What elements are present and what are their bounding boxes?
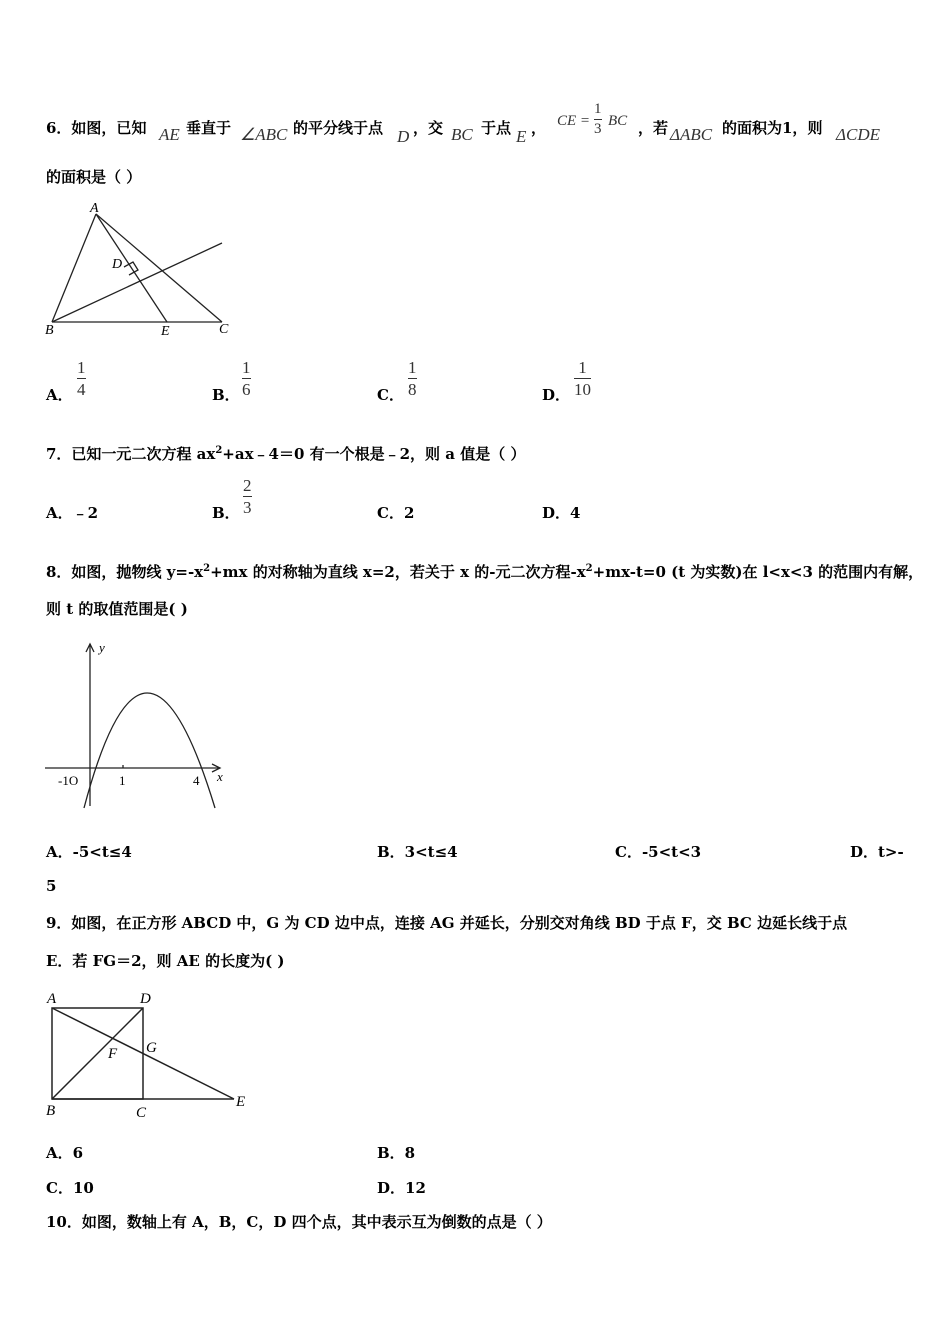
q6-option-a-den: 4: [77, 380, 86, 399]
q6-label-a: A: [90, 201, 99, 216]
q6-tri-abc: ΔABC: [670, 125, 713, 144]
q6-ce-den: 3: [594, 121, 602, 137]
q6-yudian: 于点: [481, 119, 512, 137]
q6-ruo: ，若: [638, 119, 669, 137]
q6-option-d-num: 1: [578, 358, 587, 377]
q8-line1: [46, 561, 923, 582]
q8-option-c: C．-5<t<3: [615, 843, 702, 861]
q6-label-c: C: [219, 322, 229, 337]
q8-line2: 则 t 的取值范围是( ): [46, 600, 188, 618]
q9-square-figure: [40, 986, 255, 1121]
q7-text-a: 7．已知一元二次方程 ax: [46, 445, 216, 463]
segment-bd-extended: [52, 243, 222, 322]
q10-stem: 10．如图，数轴上有 A，B，C，D 四个点，其中表示互为倒数的点是（ ）: [46, 1213, 552, 1231]
q6-option-b-fraction: [242, 358, 251, 399]
q6-ce-bc: BC: [608, 113, 628, 129]
q6-option-d-letter: D．: [542, 386, 571, 404]
q8-line1-a: 8．如图，抛物线 y=-x: [46, 563, 204, 581]
segment-ab: [52, 214, 96, 322]
q8-line1-b: +mx 的对称轴为直线 x=2，若关于 x 的-元二次方程-x: [210, 563, 586, 581]
q7-option-d: D．4: [542, 504, 581, 522]
q7-option-c: C．2: [377, 504, 415, 522]
q6-option-c-fraction: [408, 358, 417, 399]
q6-angle: ∠ABC: [240, 125, 288, 144]
q9-label-a: A: [47, 991, 57, 1007]
q7-option-b-letter: B．: [212, 504, 240, 522]
q6-ae: AE: [159, 125, 180, 144]
q7-option-a: A．﹣2: [46, 504, 99, 522]
segment-ae: [96, 214, 167, 322]
q6-triangle-figure: [40, 198, 250, 340]
q8-parabola-figure: [40, 636, 240, 811]
fraction-bar: [574, 378, 591, 379]
q8-label-origin: -1O: [58, 773, 79, 788]
q6-point-e: E: [516, 127, 527, 146]
q9-label-g: G: [146, 1040, 157, 1056]
diagonal-bd: [52, 1008, 143, 1099]
q6-label-d: D: [112, 257, 123, 272]
q8-label-x: x: [217, 769, 223, 784]
q7-option-b-den: 3: [243, 498, 252, 517]
q6-prefix: 6．如图，已知: [46, 119, 147, 137]
q6-option-d-fraction: [574, 358, 591, 399]
q6-option-a-fraction: [77, 358, 86, 399]
q9-label-f: F: [108, 1046, 118, 1062]
q6-label-b: B: [45, 323, 54, 338]
parabola-curve: [84, 693, 215, 808]
q8-option-d: D．t>-: [850, 843, 904, 861]
q8-label-1: 1: [119, 773, 126, 788]
q9-label-e: E: [236, 1094, 246, 1110]
q6-jiao: ，交: [413, 119, 444, 137]
q8-option-d-cont: 5: [46, 877, 57, 895]
q6-option-b-letter: B．: [212, 386, 240, 404]
q6-bisector: 的平分线于点: [293, 119, 384, 137]
q8-option-a: A．-5<t≤4: [46, 843, 132, 861]
q6-comma: ，: [531, 119, 547, 137]
q6-point-d: D: [397, 127, 410, 146]
q8-sup-2: 2: [585, 563, 593, 574]
q6-bc: BC: [451, 125, 473, 144]
q9-label-b: B: [46, 1103, 56, 1119]
q6-option-c-num: 1: [408, 358, 417, 377]
q6-perp: 垂直于: [186, 119, 232, 137]
q6-option-d-den: 10: [574, 380, 591, 399]
q6-option-a-letter: A．: [46, 386, 73, 404]
q8-label-4: 4: [193, 773, 200, 788]
q6-option-c-letter: C．: [377, 386, 404, 404]
q9-line2: E．若 FG＝2，则 AE 的长度为( ): [46, 952, 285, 970]
fraction-bar: [594, 119, 602, 120]
q9-option-c: C．10: [46, 1179, 94, 1197]
q8-label-y: y: [99, 640, 105, 655]
q6-area-is: 的面积为1，则: [722, 119, 823, 137]
q8-sup-1: 2: [203, 563, 211, 574]
q9-option-a: A．6: [46, 1144, 84, 1162]
fraction-bar: [242, 378, 251, 379]
q9-label-c: C: [136, 1105, 147, 1121]
q6-option-a-num: 1: [77, 358, 86, 377]
q7-option-b-num: 2: [243, 476, 252, 495]
q7-sup: 2: [215, 445, 223, 456]
q6-ce-fraction: [594, 101, 602, 138]
q8-line1-c: +mx-t=0 (t 为实数)在 l<x<3 的范围内有解，: [592, 563, 924, 581]
fraction-bar: [408, 378, 417, 379]
q6-tri-cde: ΔCDE: [836, 125, 880, 144]
q6-option-b-num: 1: [242, 358, 251, 377]
q7-stem: [46, 443, 525, 464]
q9-label-d: D: [140, 991, 151, 1007]
q7-text-b: +ax﹣4＝0 有一个根是﹣2，则 a 值是（ ）: [222, 445, 526, 463]
q8-option-b: B．3<t≤4: [377, 843, 458, 861]
q7-option-b-fraction: [243, 476, 252, 517]
fraction-bar: [77, 378, 86, 379]
q6-ce-num: 1: [594, 101, 602, 117]
q6-option-c-den: 8: [408, 380, 417, 399]
q6-line2: 的面积是（ ）: [46, 168, 142, 186]
q6-label-e: E: [161, 324, 170, 339]
q9-line1: 9．如图，在正方形 ABCD 中，G 为 CD 边中点，连接 AG 并延长，分别交对角线 BD 于点 F，交 BC 边延长线于点: [46, 914, 848, 932]
fraction-bar: [243, 496, 252, 497]
q6-option-b-den: 6: [242, 380, 251, 399]
right-angle-mark: [124, 262, 138, 275]
q9-option-d: D．12: [377, 1179, 426, 1197]
q9-option-b: B．8: [377, 1144, 416, 1162]
q6-ce-eq: CE =: [557, 113, 591, 129]
